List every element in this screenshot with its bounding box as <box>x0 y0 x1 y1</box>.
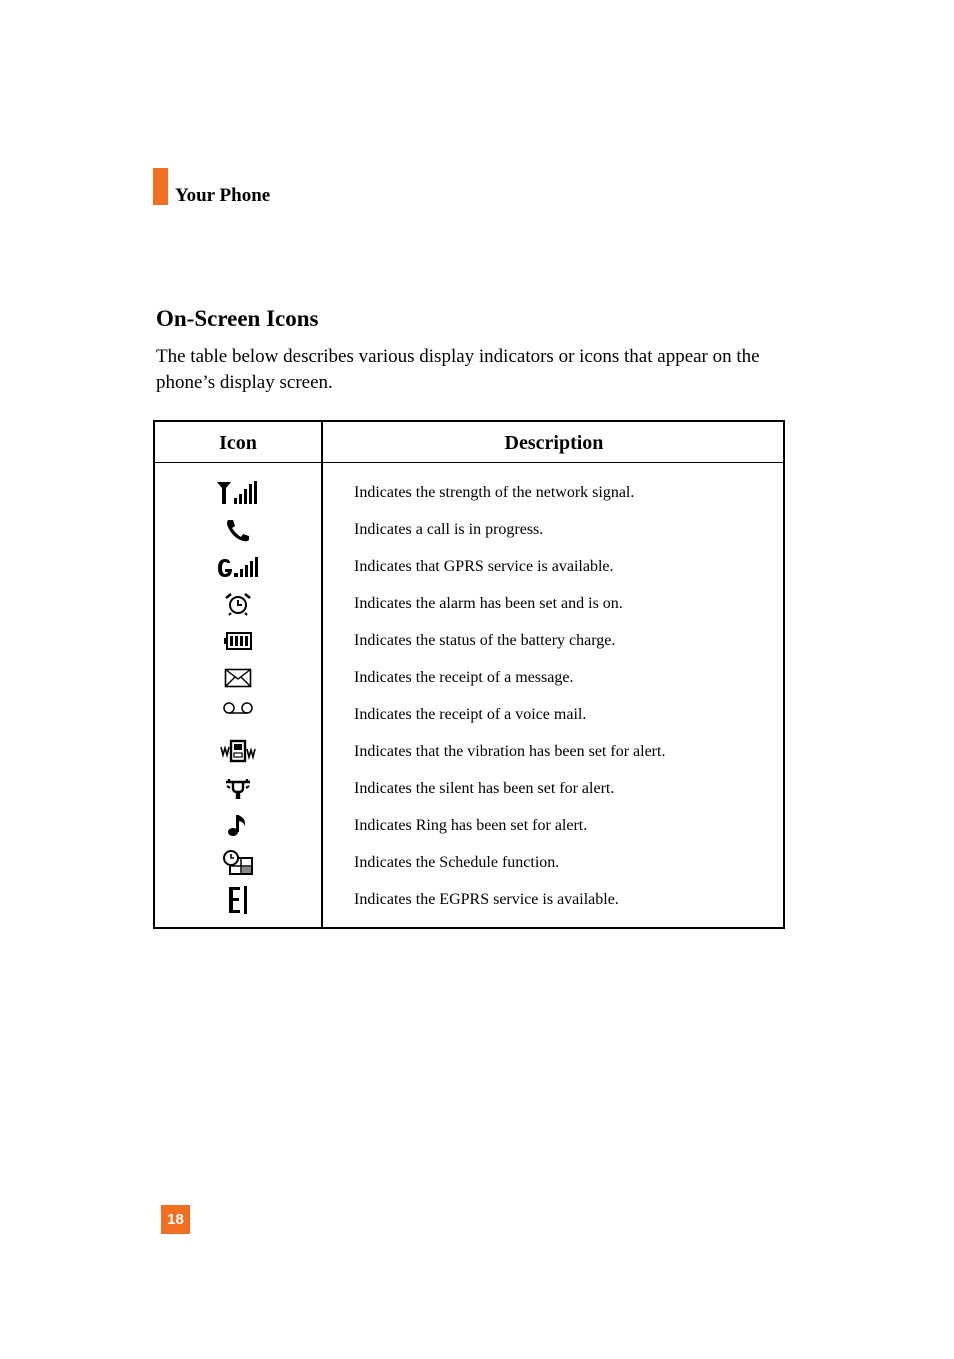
intro-paragraph: The table below describes various display indicators or icons that appear on the phone’s display screen. <box>156 346 760 393</box>
table-row <box>155 548 783 585</box>
egprs-icon <box>211 881 265 918</box>
row-description: Indicates the receipt of a message. <box>354 669 574 686</box>
battery-icon <box>211 622 265 659</box>
silent-icon <box>211 770 265 807</box>
row-description: Indicates the receipt of a voice mail. <box>354 706 587 723</box>
row-description: Indicates the strength of the network signal. <box>354 484 635 501</box>
header-divider <box>155 462 783 463</box>
header-icon: Icon <box>219 432 257 454</box>
header-description: Description <box>504 432 604 454</box>
row-description: Indicates the status of the battery charge. <box>354 632 616 649</box>
table-row <box>155 474 783 511</box>
row-description: Indicates the silent has been set for alert. <box>354 780 615 797</box>
gprs-icon <box>211 548 265 585</box>
page-heading: On-Screen Icons <box>156 306 319 331</box>
table-row <box>155 733 783 770</box>
voicemail-icon <box>211 696 265 733</box>
row-description: Indicates Ring has been set for alert. <box>354 817 588 834</box>
table-row <box>155 881 783 918</box>
row-description: Indicates the EGPRS service is available. <box>354 891 619 908</box>
table-row <box>155 659 783 696</box>
table-row <box>155 511 783 548</box>
table-row <box>155 770 783 807</box>
icon-table <box>153 420 785 929</box>
page-number: 18 <box>161 1205 190 1234</box>
ring-note-icon <box>211 807 265 844</box>
alarm-clock-icon <box>211 585 265 622</box>
row-description: Indicates that the vibration has been set for alert. <box>354 743 666 760</box>
signal-strength-icon <box>211 474 265 511</box>
schedule-icon <box>211 844 265 881</box>
section-marker <box>153 168 168 205</box>
row-description: Indicates a call is in progress. <box>354 521 544 538</box>
call-in-progress-icon <box>211 511 265 548</box>
row-description: Indicates the alarm has been set and is on. <box>354 595 623 612</box>
table-row <box>155 696 783 733</box>
vibration-icon <box>211 733 265 770</box>
section-label: Your Phone <box>175 185 271 206</box>
table-row <box>155 622 783 659</box>
table-row <box>155 844 783 881</box>
table-row <box>155 807 783 844</box>
message-envelope-icon <box>211 659 265 696</box>
row-description: Indicates the Schedule function. <box>354 854 560 871</box>
row-description: Indicates that GPRS service is available. <box>354 558 614 575</box>
table-row <box>155 585 783 622</box>
